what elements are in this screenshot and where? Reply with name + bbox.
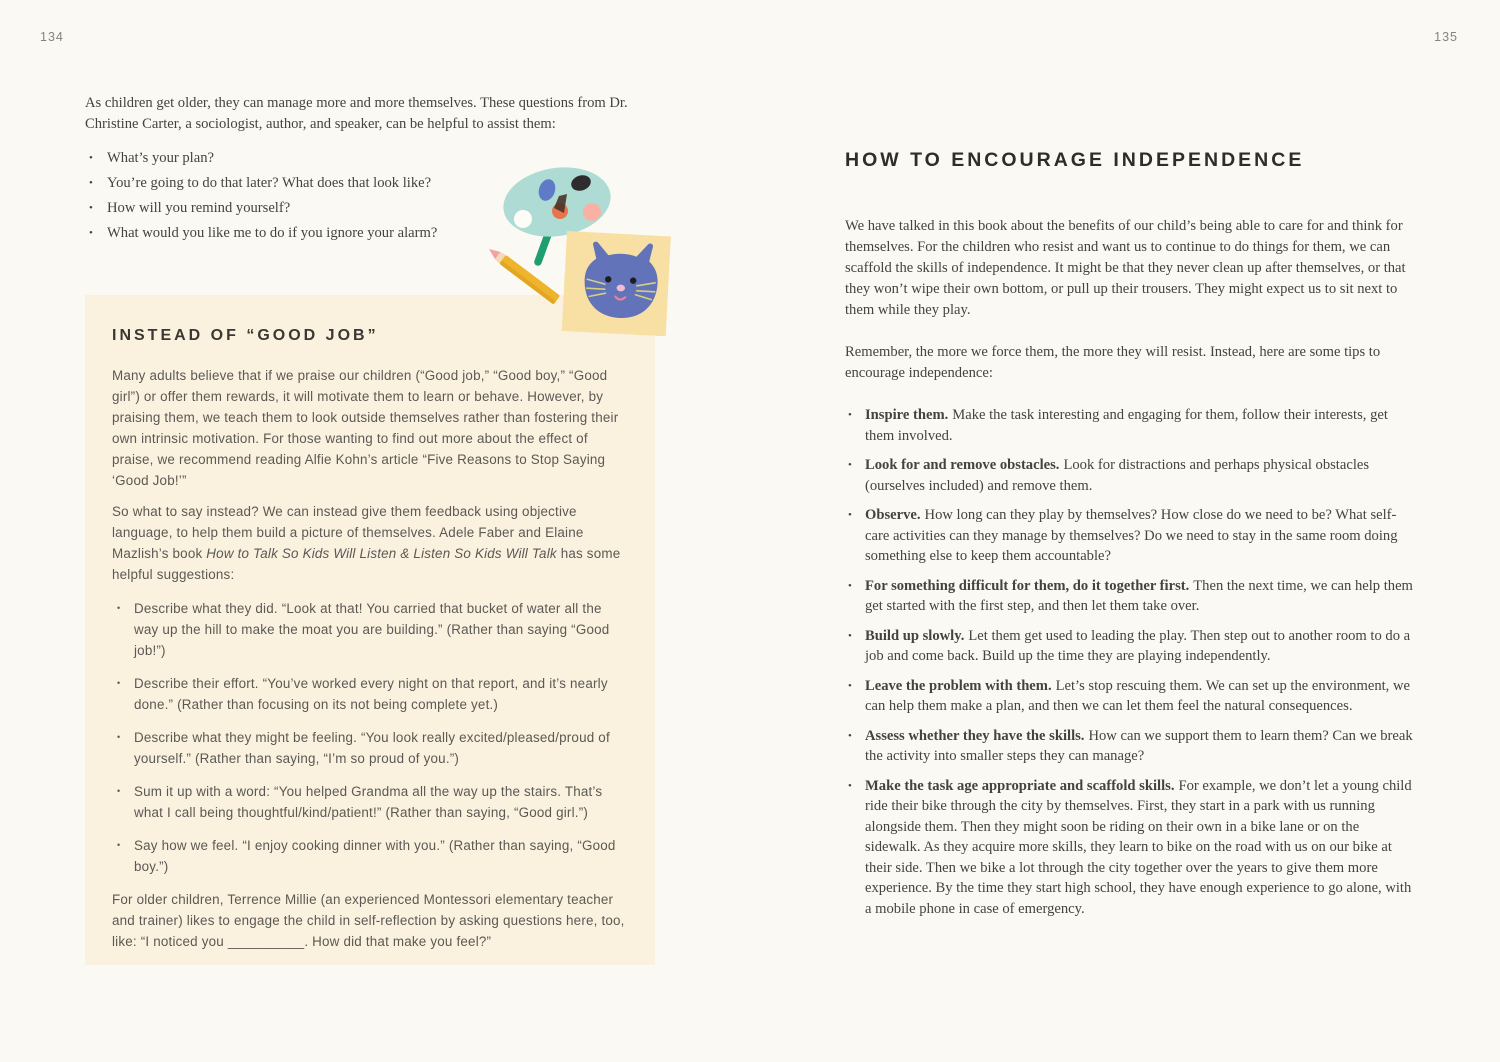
pencil-icon	[486, 245, 561, 305]
list-item: • What’s your plan?	[85, 148, 660, 168]
list-item	[845, 676, 1417, 717]
list-item	[845, 626, 1417, 667]
tip-lead: Leave the problem with them.	[865, 677, 1052, 694]
list-item: • Say how we feel. “I enjoy cooking dinner with you.” (Rather than saying, “Good boy.”)	[112, 835, 628, 877]
art-supplies-illustration	[466, 154, 692, 348]
tip-text: Look for distractions and perhaps physical obstacles (ourselves included) and remove them.	[865, 457, 1370, 494]
page-number-right: 135	[1434, 30, 1458, 44]
right-paragraph-2: Remember, the more we force them, the more they will resist. Instead, here are some tips to encourage independence:	[845, 344, 1381, 381]
section-heading: HOW TO ENCOURAGE INDEPENDENCE	[845, 149, 1305, 171]
right-paragraph-1: We have talked in this book about the benefits of our child’s being able to care for and think for themselves. For the children who resist and want us to continue to do things for them, we can scaffold the skills of independence. It might be that they never clean up after themselves, or that they won’t wipe their own bottom, or pull up their trousers. They might expect us to sit next to them while they play.	[845, 218, 1406, 318]
tip-text: How long can they play by themselves? How close do we need to be? What self-care activities can they manage by themselves? Do we need to stay in the same room doing something else to keep them accountable?	[865, 507, 1398, 564]
list-item: • Describe what they did. “Look at that! You carried that bucket of water all the way up the hill to make the moat you are building.” (Rather than saying “Good job!”)	[112, 598, 628, 661]
list-item	[845, 455, 1417, 496]
list-item	[845, 505, 1417, 567]
list-item: • How will you remind yourself?	[85, 198, 660, 218]
good-job-callout-box	[85, 295, 655, 965]
list-item: • Describe their effort. “You’ve worked every night on that report, and it’s nearly done.” (Rather than focusing on its not being complete yet.)	[112, 673, 628, 715]
list-item	[845, 726, 1417, 767]
list-item	[845, 405, 1417, 446]
tip-text: For example, we don’t let a young child ride their bike through the city by themselves. First, they start in a park with us running alongside them. Then they might soon be riding on their own in a bike lane or on the sidewalk. As they acquire more skills, they learn to bike on the road with us on our bike at their side. Then we bike a lot through the city together over the years to give them more experience. By the time they start high school, they have enough experience to go alone, with a mobile phone in case of emergency.	[865, 777, 1412, 917]
list-item: • You’re going to do that later? What does that look like?	[85, 173, 660, 193]
box-outro-paragraph: For older children, Terrence Millie (an experienced Montessori elementary teacher and trainer) likes to engage the child in self-reflection by asking questions here, too, like: “I noticed you __________. How did that make you feel?”	[112, 892, 625, 949]
tip-lead: Make the task age appropriate and scaffold skills.	[865, 777, 1175, 794]
list-item: • Sum it up with a word: “You helped Grandma all the way up the stairs. That’s what I call being thoughtful/kind/patient!” (Rather than saying, “Good girl.”)	[112, 781, 628, 823]
cat-drawing-icon	[562, 231, 671, 336]
tip-text: Let’s stop rescuing them. We can set up the environment, we can help them make a plan, and then we can let them feel the natural consequences.	[865, 677, 1410, 714]
list-item	[845, 576, 1417, 617]
list-item: • What would you like me to do if you ignore your alarm?	[85, 223, 660, 243]
page-number-left: 134	[40, 30, 64, 44]
tip-lead: Observe.	[865, 507, 921, 523]
left-intro-paragraph: As children get older, they can manage more and more themselves. These questions from Dr. Christine Carter, a sociologist, author, and speaker, can be helpful to assist them:	[85, 95, 628, 132]
tip-lead: Assess whether they have the skills.	[865, 727, 1085, 744]
box-paragraph-2	[112, 501, 628, 585]
right-page-content	[845, 148, 1417, 928]
paint-palette-icon	[498, 160, 615, 244]
box-paragraph-2-end: has some helpful suggestions:	[112, 546, 621, 582]
tip-text: Make the task interesting and engaging for them, follow their interests, get them involved.	[865, 407, 1388, 444]
list-item	[845, 776, 1417, 920]
tips-list	[845, 405, 1417, 919]
box-paragraph-1: Many adults believe that if we praise our children (“Good job,” “Good boy,” “Good girl”) or offer them rewards, it will motivate them to learn or behave. However, by praising them, we teach them to look outside themselves rather than fostering their own intrinsic motivation. For those wanting to find out more about the effect of praise, we recommend reading Alfie Kohn’s article “Five Reasons to Stop Saying ‘Good Job!’”	[112, 368, 619, 488]
list-item: • Describe what they might be feeling. “You look really excited/pleased/proud of yourself.” (Rather than saying, “I’m so proud of you.”)	[112, 727, 628, 769]
tip-text: How can we support them to learn them? Can we break the activity into smaller steps they can manage?	[865, 727, 1413, 764]
tip-lead: Inspire them.	[865, 407, 949, 423]
tip-lead: For something difficult for them, do it together first.	[865, 577, 1190, 594]
box-paragraph-2-text: So what to say instead? We can instead give them feedback using objective language, to help them build a picture of themselves. Adele Faber and Elaine Mazlish’s book	[112, 504, 584, 561]
tip-lead: Build up slowly.	[865, 627, 965, 644]
book-title: How to Talk So Kids Will Listen & Listen So Kids Will Talk	[206, 546, 557, 561]
suggestion-list	[112, 598, 628, 877]
tip-text: Let them get used to leading the play. Then step out to another room to do a job and come back. Build up the time they are playing independently.	[865, 627, 1411, 664]
tip-text: Then the next time, we can help them get started with the first step, and then let them take over.	[865, 577, 1413, 614]
box-heading: INSTEAD OF “GOOD JOB”	[112, 327, 379, 344]
tip-lead: Look for and remove obstacles.	[865, 457, 1060, 473]
